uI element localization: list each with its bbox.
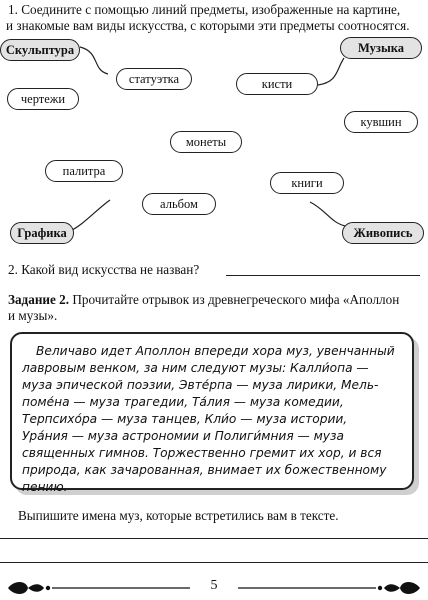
myth-line: священных гимнов. Торжественно гремит их хор, и вся bbox=[22, 446, 382, 460]
category-music[interactable]: Музыка bbox=[340, 37, 422, 59]
item-album[interactable]: альбом bbox=[142, 193, 216, 215]
myth-line: Величаво идет Аполлон впереди хора муз, увенчанный bbox=[36, 344, 395, 358]
myth-line: природа, как зачарованная, внимает их божественному bbox=[22, 463, 387, 477]
question2-answer-line[interactable] bbox=[226, 275, 420, 276]
item-books[interactable]: книги bbox=[270, 172, 344, 194]
task3-text: Выпишите имена муз, которые встретились вам в тексте. bbox=[18, 508, 339, 523]
myth-line: лавровым венком, за ним следуют музы: Калли́опа — bbox=[22, 361, 369, 375]
myth-line: пению. bbox=[22, 480, 68, 494]
page-number: 5 bbox=[210, 578, 218, 593]
answer-line-1[interactable] bbox=[0, 538, 428, 539]
myth-text bbox=[22, 343, 400, 496]
myth-line: поме́на — муза трагедии, Та́лия — муза комедии, bbox=[22, 395, 344, 409]
item-palette[interactable]: палитра bbox=[45, 160, 123, 182]
myth-line: муза эпической поэзии, Эвте́рпа — муза лирики, Мель- bbox=[22, 378, 379, 392]
category-sculpture[interactable]: Скульптура bbox=[0, 39, 80, 61]
task1-line2: и знакомые вам виды искусства, с которыми эти предметы соотносятся. bbox=[6, 18, 410, 33]
answer-line-2[interactable] bbox=[0, 562, 428, 563]
myth-line: Ура́ния — муза астрономии и Полиги́мния — муза bbox=[22, 429, 344, 443]
task2-line1 bbox=[8, 292, 420, 308]
item-coins[interactable]: монеты bbox=[170, 131, 242, 153]
task1-line1: 1. Соедините с помощью линий предметы, изображенные на картине, bbox=[8, 2, 401, 17]
task2-heading: Задание 2. bbox=[8, 292, 70, 307]
category-painting[interactable]: Живопись bbox=[342, 222, 424, 244]
item-brushes[interactable]: кисти bbox=[236, 73, 318, 95]
task2-intro: Прочитайте отрывок из древнегреческого мифа «Аполлон bbox=[72, 292, 400, 307]
item-jug[interactable]: кувшин bbox=[344, 111, 418, 133]
myth-line: Терпсихо́ра — муза танцев, Кли́о — муза истории, bbox=[22, 412, 348, 426]
item-statuette[interactable]: статуэтка bbox=[116, 68, 192, 90]
item-drawings[interactable]: чертежи bbox=[7, 88, 79, 110]
task2-line2: и музы». bbox=[8, 308, 58, 323]
category-graphics[interactable]: Графика bbox=[10, 222, 74, 244]
question2-text: 2. Какой вид искусства не назван? bbox=[8, 262, 200, 277]
